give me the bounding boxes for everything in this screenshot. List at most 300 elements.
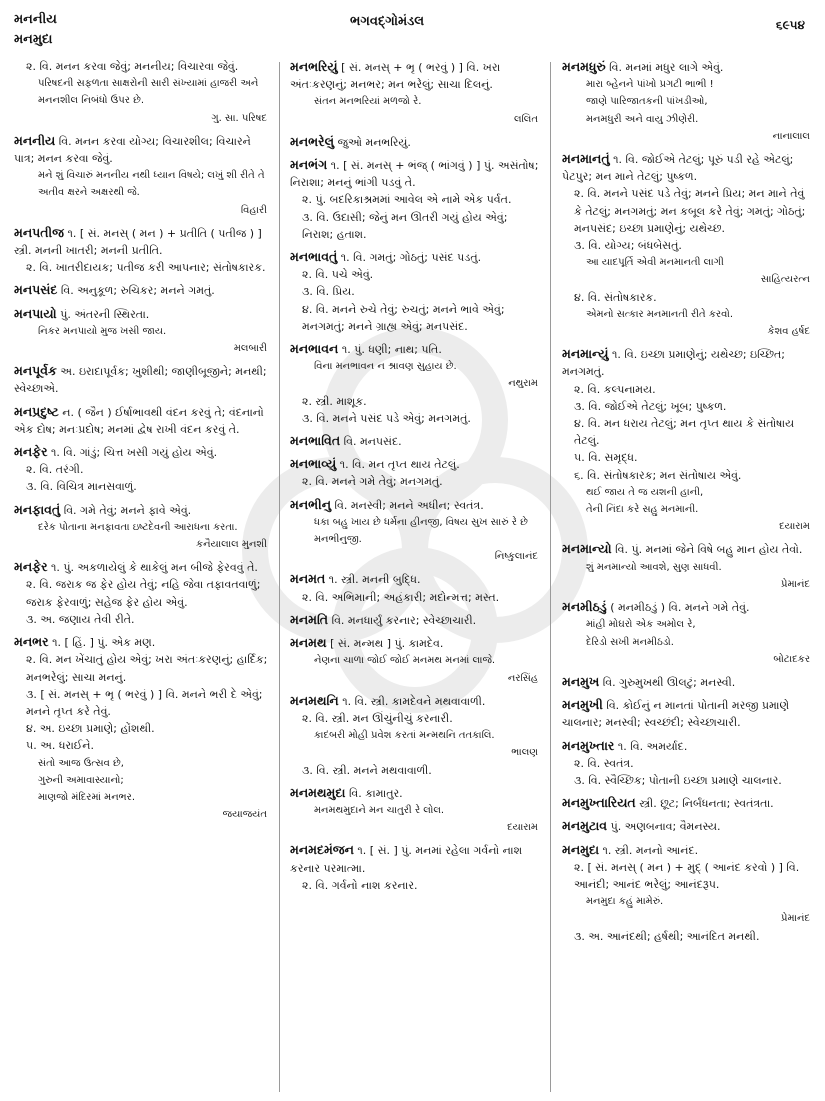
entry-line <box>290 570 540 588</box>
headword: મનપસંદ <box>14 282 58 298</box>
definition-text: વિ. પું. મનમાં જેને વિષે બહુ માન હોય તેવો. <box>615 543 803 557</box>
entry-line <box>14 110 269 127</box>
definition-text: ૩. [ સં. મનસ્ + ભૃ ( ભરવું ) ] વિ. મનને ભરી દે એવું; મનને તૃપ્ત કરે તેવું. <box>26 687 263 718</box>
guide-words <box>14 10 57 50</box>
headword: મનમુટાવ <box>562 818 608 834</box>
entry-line <box>14 132 269 167</box>
definition-text: ૧. વિ. સ્ત્રી. કામદેવને મથવાવાળી. <box>342 694 486 708</box>
citation-quote: તેની નિંદા કરે સહુ મનમાની. <box>586 504 699 516</box>
entry-line <box>290 514 540 548</box>
definition-text: ૨. [ સં. મનસ્ ( મન ) + મુદ્ ( આનંદ કરવો ) ] વિ. આનંદી; આનંદ ભરેલું; આનંદરૂપ. <box>574 860 800 891</box>
entry-line <box>562 673 812 691</box>
entry-line <box>290 393 540 410</box>
citation-quote: પરિષદની સફળતા સાક્ષરોની સારી સંખ્યામાં હાજરી અને મનનશીલ નિબંધો ઉપર છે. <box>38 78 259 107</box>
headword: મનભાવ્યું <box>290 456 337 472</box>
entry-line <box>14 403 269 438</box>
dictionary-entry <box>562 58 812 145</box>
column-divider <box>550 62 551 1092</box>
dictionary-entry <box>14 362 269 397</box>
definition-text: ( મનમીઠડું ) વિ. મનને ગમે તેવું. <box>610 601 750 615</box>
dictionary-entry <box>14 633 269 823</box>
entry-line <box>562 910 812 927</box>
headword: મનભંગ <box>290 157 328 173</box>
entry-line <box>14 737 269 754</box>
definition-text: ૩. વિ. યોગ્ય; બંધબેસતું. <box>574 239 682 253</box>
citation-quote: ગુરુની અમાવાસ્યાનો; <box>38 774 124 786</box>
entry-line <box>562 128 812 145</box>
definition-text: ૧. વિ. ગાંડું; ચિત્ત ખસી ગયું હોય એવું. <box>51 446 218 460</box>
definition-text: જુઓ મનભરિયું. <box>337 135 411 149</box>
entry-line <box>562 501 812 518</box>
entry-line <box>290 58 540 93</box>
headword: મનમત <box>290 571 326 587</box>
headword: મનપાયો <box>14 305 57 321</box>
entry-line <box>14 305 269 323</box>
definition-text: ૨. વિ. જરાક જ ફેર હોય તેવું; નહિ જેવા તફાવતવાળું; જરાક ફેરવાળું; સહેજ ફેર હોય એવું. <box>26 578 261 609</box>
entry-line <box>14 576 269 610</box>
entry-line <box>562 306 812 323</box>
headword: મનમુખ <box>562 673 600 689</box>
entry-line <box>562 928 812 945</box>
guide-word-last: મનમુદા <box>14 32 53 47</box>
entry-line <box>562 518 812 535</box>
dictionary-entry <box>290 611 540 629</box>
dictionary-entry <box>14 443 269 496</box>
entry-line <box>562 817 812 835</box>
entry-line <box>290 802 540 819</box>
dictionary-entry <box>290 58 540 128</box>
dictionary-entry <box>290 496 540 566</box>
citation-author: નાનાલાલ <box>772 130 810 142</box>
entry-line <box>290 410 540 427</box>
definition-text: [ સં. મન્મથ ] પું. કામદેવ. <box>330 637 444 651</box>
entry-line <box>290 248 540 266</box>
definition-text: ૩. અ. આનંદથી; હર્ષથી; આનંદિત મનથી. <box>574 929 760 943</box>
entry-line <box>290 93 540 110</box>
definition-text: ૧. સ્ત્રી. મનનો આનંદ. <box>602 843 699 857</box>
definition-text: ૩. વિ. સ્ત્રી. મનને મથવાવાળી. <box>302 763 432 777</box>
entry-line <box>562 254 812 271</box>
entry-line <box>14 501 269 519</box>
definition-text: ૨. વિ. અભિમાની; અહંકારી; મદોન્મત્ત; મસ્ત. <box>302 590 500 604</box>
page-header <box>0 0 825 58</box>
entry-line <box>290 340 540 358</box>
entry-line <box>562 484 812 501</box>
definition-text: ૨. વિ. ગર્વનો નાશ કરનાર. <box>302 878 418 892</box>
definition-text: ૩. વિ. પ્રિય. <box>302 285 355 299</box>
entry-line <box>14 443 269 461</box>
entry-line <box>14 340 269 357</box>
citation-quote: માંહી મોઘરો એક અમોલ રે, <box>586 619 696 631</box>
entry-line <box>14 633 269 651</box>
definition-text: વિ. મનમાં મધુર લાગે એવું. <box>609 61 724 74</box>
dictionary-entry <box>562 345 812 535</box>
dictionary-entry <box>14 224 269 277</box>
headword: મનમીઠડું <box>562 599 607 615</box>
citation-author: નથુરામ <box>508 378 538 390</box>
entry-line <box>14 755 269 772</box>
dictionary-entry <box>14 281 269 299</box>
entry-line <box>14 75 269 109</box>
definition-text: ૨. વિ. પચે એવું. <box>302 268 374 282</box>
column-2 <box>290 58 540 899</box>
citation-quote: એમનો સત્કાર મનમાનતી રીતે કરવો. <box>586 308 733 320</box>
citation-author: પ્રેમાનંદ <box>780 578 810 590</box>
entry-line <box>14 167 269 201</box>
definition-text: વિ. મનસ્વી; મનને અધીન; સ્વતંત્ર. <box>334 498 484 512</box>
entry-line <box>562 76 812 93</box>
dictionary-entry <box>14 305 269 358</box>
entry-line <box>290 841 540 876</box>
entry-line <box>14 478 269 495</box>
dictionary-entry <box>290 156 540 243</box>
citation-quote: મારા બ્હેનને પાંખો પ્રગટી ભાભી ! <box>586 79 714 91</box>
definition-text: વિ. કામાતુર. <box>348 786 403 800</box>
entry-line <box>14 519 269 536</box>
definition-text: સ્ત્રી. છૂટ; નિર્બંધનતા; સ્વતંત્રતા. <box>639 797 774 811</box>
definition-text: પું. અણબનાવ; વૈમનસ્ય. <box>610 820 721 834</box>
citation-author: જયાજયંત <box>222 809 267 821</box>
dictionary-entry <box>14 558 269 628</box>
entry-line <box>14 259 269 276</box>
entry-line <box>290 111 540 128</box>
headword: મનમાન્યો <box>562 541 612 557</box>
dictionary-entry <box>290 455 540 490</box>
entry-line <box>290 819 540 836</box>
citation-quote: મને શું વિચારું મનનીય નથી ધ્યાન વિષયે; લખું શી રીતે તે અતીવ ક્ષરને અક્ષરથી જે. <box>38 170 265 199</box>
definition-text: ૩. વિ. મનને પસંદ પડે એવું; મનગમતું. <box>302 411 471 425</box>
definition-text: ન. ( જૈન ) ઈર્ષાભાવથી વંદન કરવું તે; વંદનાનો એક દોષ; મનઃપ્રદોષ; મનમાં દ્વેષ રાખી વંદન કરવું તે. <box>14 405 264 436</box>
definition-text: ૪. વિ. મનને રુચે તેવું; રુચતું; મનને ભાવે એવું; મનગમતું; મનને ગ્રાહ્ય એવું; મનપસંદ. <box>302 302 505 333</box>
entry-line <box>562 559 812 576</box>
entry-line <box>14 281 269 299</box>
entry-line <box>290 670 540 687</box>
headword: મનભાવન <box>290 341 339 357</box>
definition-text: વિ. ગમે તેવું; મનને ફાવે એવું. <box>63 503 192 517</box>
headword: મનભાવતું <box>290 249 338 265</box>
entry-line <box>290 209 540 243</box>
headword: મનમુખ્તારિયત <box>562 795 636 811</box>
definition-text: વિ. મનપસંદ. <box>343 435 402 449</box>
definition-text: ૨. વિ. મનન કરવા જેવું; મનનીય; વિચારવા જેવું. <box>26 60 239 73</box>
dictionary-entry <box>290 692 540 779</box>
definition-text: ૫. વિ. સમૃદ્ધ. <box>574 451 638 465</box>
definition-text: ૧. વિ. અમર્યાદ. <box>617 739 688 753</box>
entry-line <box>290 589 540 606</box>
citation-author: દયારામ <box>507 822 538 834</box>
entry-line <box>562 467 812 484</box>
definition-text: ૧. [ સં. મનસ્ + ભંજ્ ( ભાંગવું ) ] પું. અસંતોષ; નિરાશા; મનનું ભાંગી પડવું તે. <box>290 159 539 190</box>
entry-line <box>562 381 812 398</box>
citation-author: કનૈયાલાલ મુનશી <box>196 539 267 551</box>
entry-line <box>290 877 540 894</box>
definition-text: ૨. વિ. સ્ત્રી. મન ઊંચુંનીચું કરનારી. <box>302 711 453 725</box>
definition-text: વિ. અનુકૂળ; રુચિકર; મનને ગમતું. <box>60 284 215 298</box>
definition-text: ૨. વિ. તરંગી. <box>26 463 84 477</box>
headword: મનમદમંજન <box>290 842 354 858</box>
headword: મનભાવિત <box>290 433 341 449</box>
dictionary-entry <box>562 150 812 340</box>
citation-author: મલબારી <box>233 343 267 355</box>
citation-author: વિહારી <box>240 204 267 216</box>
entry-line <box>14 536 269 553</box>
definition-text: ૨. વિ. ખાતરીદાયક; પતીજ કરી આપનાર; સંતોષકારક. <box>26 261 266 275</box>
definition-text: ૧. [ સં. મનસ્ ( મન ) + પ્રતીતિ ( પતીજ ) ] સ્ત્રી. મનની ખાતરી; મનની પ્રતીતિ. <box>14 226 262 258</box>
entry-line <box>562 634 812 651</box>
headword: મનપતીજ <box>14 224 64 240</box>
entry-line <box>562 794 812 812</box>
entry-line <box>14 224 269 259</box>
entry-line <box>562 323 812 340</box>
headword: મનફેર <box>14 559 48 575</box>
entry-line <box>14 202 269 219</box>
citation-quote: દેરિડો સખી મનમીઠડો. <box>586 636 674 648</box>
guide-word-first: મનનીય <box>14 12 57 27</box>
definition-text: ૧. વિ. ગમતું; ગોઠતું; પસંદ પડતું. <box>340 251 482 265</box>
entry-line <box>290 473 540 490</box>
entry-line <box>562 651 812 668</box>
dictionary-entry <box>290 133 540 151</box>
entry-line <box>14 686 269 720</box>
citation-author: ભાલણ <box>511 747 538 759</box>
entry-line <box>290 156 540 191</box>
definition-text: ૧. વિ. ઇચ્છા પ્રમાણેનું; યથેચ્છ; ઇચ્છિત; મનગમતું. <box>562 348 786 379</box>
citation-quote: શું મનમાન્યો આવશે, સુણ સાધવી. <box>586 561 722 573</box>
dictionary-entry <box>562 841 812 945</box>
definition-text: ૧. પું. ધણી; નાથ; પતિ. <box>341 343 442 357</box>
citation-quote: કાદંબરી મોહી પ્રવેશ કરતાં મન્મથનિ તતકાલિ. <box>314 730 495 742</box>
entry-line <box>562 237 812 254</box>
dictionary-entry <box>562 696 812 731</box>
definition-text: ૩. વિ. વિચિત્ર માનસવાળું. <box>26 480 137 494</box>
citation-author: નરસિંહ <box>507 672 538 684</box>
citation-quote: જાણે પારિજાતકની પાંખડીઓ, <box>586 96 708 108</box>
headword: મનમાનતું <box>562 151 610 167</box>
definition-text: ૧. પું. અકળાયેલું કે થાકેલું મન બીજે ફેરવવું તે. <box>51 561 258 575</box>
entry-line <box>14 323 269 340</box>
citation-quote: સંતો આજ ઉત્સવ છે, <box>38 757 124 769</box>
dictionary-entry <box>562 817 812 835</box>
dictionary-entry <box>562 737 812 790</box>
dictionary-entry <box>290 570 540 605</box>
definition-text: ૧. વિ. મન તૃપ્ત થાય તેટલું. <box>339 458 460 472</box>
dictionary-entry <box>562 794 812 812</box>
citation-author: પ્રેમાનંદ <box>780 913 810 925</box>
entry-line <box>290 727 540 744</box>
entry-line <box>14 558 269 576</box>
entry-line <box>562 598 812 616</box>
entry-line <box>562 111 812 128</box>
definition-text: વિ. ગુરુમુખથી ઊલટું; મનસ્વી. <box>602 675 736 689</box>
citation-author: સાહિત્યરત્ન <box>760 274 810 286</box>
headword: મનફાવતું <box>14 501 61 517</box>
entry-line <box>562 859 812 893</box>
definition-text: ૩. વિ. ઉદાસી; જેનું મન ઊતરી ગયું હોય એવું; નિરાશ; હતાશ. <box>302 210 508 241</box>
entry-line <box>562 772 812 789</box>
dictionary-entry <box>562 540 812 593</box>
definition-text: ૩. વિ. સ્વૈચ્છિક; પોતાની ઇચ્છા પ્રમાણે ચાલનાર. <box>574 773 782 787</box>
citation-author: દયારામ <box>779 521 810 533</box>
citation-quote: મનમુદા કહું મામેરું. <box>586 896 664 908</box>
headword: મનમુખ્તાર <box>562 737 615 753</box>
entry-line <box>562 755 812 772</box>
definition-text: વિ. કોઈનું ન માનતાં પોતાની મરજી પ્રમાણે ચાલનાર; મનસ્વી; સ્વચ્છંદી; સ્વેચ્છાચારી. <box>562 699 790 730</box>
headword: મનમધુરું <box>562 59 606 74</box>
dictionary-entry <box>14 132 269 219</box>
entry-line <box>290 358 540 375</box>
entry-line <box>562 150 812 185</box>
definition-text: [ સં. મનસ્ + ભૃ ( ભરવું ) ] વિ. ખરા અંતઃકરણનું; મનભર; મન ભરેલું; સાચા દિલનું. <box>290 61 501 92</box>
headword: મનમતિ <box>290 611 329 627</box>
citation-quote: વિના મનભાવન ન શ્રાવણ સુહાય છે. <box>314 361 457 373</box>
entry-line <box>290 455 540 473</box>
citation-quote: માણજો મંદિરમાં મનભર. <box>38 791 135 803</box>
definition-text: ૨. વિ. મન ખેંચાતું હોય એવું; ખરા અંતઃકરણનું; હાર્દિક; મનભરેલું; સાચા મનનું. <box>26 653 268 684</box>
headword: મનનીય <box>14 132 56 148</box>
entry-line <box>14 772 269 789</box>
definition-text: ૨. વિ. સ્વતંત્ર. <box>574 756 634 770</box>
entry-line <box>562 893 812 910</box>
dictionary-entry <box>290 432 540 450</box>
column-divider <box>279 62 280 1092</box>
entry-line <box>290 266 540 283</box>
entry-line <box>562 289 812 306</box>
entry-line <box>290 191 540 208</box>
dictionary-entry <box>290 340 540 427</box>
dictionary-entry <box>14 501 269 554</box>
column-3 <box>562 58 812 950</box>
definition-text: વિ. મનન કરવા યોગ્ય; વિચારશીલ; વિચારને પાત્ર; મનન કરવા જેવું. <box>14 134 251 166</box>
definition-text: ૧. [ સં. ] પું. મનમાં રહેલા ગર્વનો નાશ કરનાર પરમાત્મા. <box>290 844 523 875</box>
dictionary-entry <box>14 58 269 127</box>
entry-line <box>290 375 540 392</box>
citation-quote: મનમથમુદાને મન ચાતુરી રે લોલ. <box>314 804 445 816</box>
dictionary-entry <box>14 403 269 438</box>
entry-line <box>290 634 540 652</box>
citation-quote: આ યાદપૂર્તિ એવી મનમાનતી લાગી <box>586 257 724 269</box>
headword: મનમાન્યું <box>562 346 609 362</box>
entry-line <box>562 93 812 110</box>
citation-author: લલિત <box>513 113 538 125</box>
entry-line <box>290 744 540 761</box>
headword: મનભર <box>14 634 49 650</box>
entry-line <box>14 58 269 75</box>
definition-text: ૩. વિ. જોઈએ તેટલું; ખૂબ; પુષ્કળ. <box>574 399 727 413</box>
entry-line <box>290 432 540 450</box>
dictionary-entry <box>290 784 540 837</box>
entry-line <box>562 345 812 380</box>
entry-line <box>290 784 540 802</box>
running-title: ભગવદ્ગોમંડલ <box>350 14 425 29</box>
entry-line <box>14 362 269 397</box>
definition-text: ૨. સ્ત્રી. માશૂક. <box>302 394 367 408</box>
entry-line <box>562 540 812 558</box>
entry-line <box>562 271 812 288</box>
citation-author: કેશવ હર્ષદ <box>767 326 810 338</box>
dictionary-entry <box>562 673 812 691</box>
citation-quote: નેણના ચાળા જોઈ જોઈ મનમથ મનમાં લાજે. <box>314 655 496 667</box>
definition-text: ૪. વિ. સંતોષકારક. <box>574 290 657 304</box>
headword: મનમથ <box>290 635 327 651</box>
definition-text: પું. અંતરની સ્થિરતા. <box>60 307 150 321</box>
entry-line <box>562 398 812 415</box>
entry-line <box>290 133 540 151</box>
citation-quote: સંતન મનભરિયાં મળજો રે. <box>314 96 422 108</box>
entry-line <box>290 283 540 300</box>
column-1 <box>14 58 269 828</box>
definition-text: ૧. સ્ત્રી. મનની બુદ્ધિ. <box>328 573 421 587</box>
dictionary-entry <box>290 248 540 335</box>
headword: મનમથનિ <box>290 692 339 708</box>
entry-line <box>14 461 269 478</box>
entry-line <box>14 651 269 685</box>
entry-line <box>290 710 540 727</box>
definition-text: ૧. વિ. જોઈએ તેટલું; પૂરું પડી રહે એટલું; પેટપુર; મન માને તેટલું; પુષ્કળ. <box>562 153 794 184</box>
dictionary-entry <box>562 598 812 668</box>
entry-line <box>290 611 540 629</box>
entry-line <box>290 692 540 710</box>
entry-line <box>290 301 540 335</box>
entry-line <box>562 415 812 449</box>
citation-quote: ધકા બહુ ખાય છે ધર્મના હીનજી, વિષય સુખ સારું રે છે મનભીનુજી. <box>314 516 528 546</box>
definition-text: ૧. [ હિં. ] પું. એક મણ. <box>52 636 156 650</box>
headword: મનભરેલું <box>290 133 335 149</box>
definition-text: ૨. પું. બદરિકાશ્રમમાં આવેલ એ નામે એક પર્વત. <box>302 193 512 207</box>
citation-quote: મનમધુરી અને વાયુ ઝીણેરી. <box>586 113 699 125</box>
headword: મનમથમુદા <box>290 784 346 800</box>
citation-quote: દરેક પોતાના મનફાવતા ઇષ્ટદેવની આરાધના કરતા. <box>38 521 238 533</box>
entry-line <box>290 496 540 514</box>
entry-line <box>562 737 812 755</box>
definition-text: ૪. અ. ઇચ્છા પ્રમાણે; હોંશથી. <box>26 722 155 736</box>
entry-line <box>562 841 812 859</box>
entry-line <box>562 576 812 593</box>
definition-text: ૬. વિ. સંતોષકારક; મન સંતોષાય એવું. <box>574 468 742 482</box>
dictionary-entry <box>290 841 540 894</box>
headword: મનફેર <box>14 444 48 460</box>
definition-text: અ. ઇરાદાપૂર્વક; ખુશીથી; જાણીબૂજીને; મનથી; સ્વેચ્છાએ. <box>14 365 267 396</box>
entry-line <box>290 548 540 565</box>
citation-author: નિષ્કુલાનંદ <box>494 551 538 563</box>
entry-line <box>562 616 812 633</box>
entry-line <box>14 720 269 737</box>
entry-line <box>562 185 812 237</box>
headword: મનમુખી <box>562 697 603 713</box>
headword: મનપૂર્વક <box>14 363 57 379</box>
entry-line <box>14 806 269 823</box>
entry-line <box>562 58 812 76</box>
headword: મનભીનુ <box>290 496 332 512</box>
entry-line <box>290 762 540 779</box>
entry-line <box>14 611 269 628</box>
definition-text: ૩. અ. જણાય તેવી રીતે. <box>26 612 135 626</box>
definition-text: વિ. મનધાર્યું કરનાર; સ્વેચ્છાચારી. <box>331 613 477 627</box>
headword: મનપ્રદુષ્ટ <box>14 403 59 419</box>
entry-line <box>562 696 812 731</box>
entry-line <box>562 449 812 466</box>
headword: મનમુદા <box>562 841 600 857</box>
definition-text: ૫. અ. ધરાઈને. <box>26 739 94 753</box>
citation-author: બોટાદકર <box>773 653 810 665</box>
citation-author: ગુ. સા. પરિષદ <box>211 112 267 124</box>
page-number: ૬૯૫૪ <box>775 18 805 32</box>
citation-quote: થઈ જાય તે જ યશની હાની, <box>586 486 704 498</box>
definition-text: ૨. વિ. મનને ગમે તેવું; મનગમતું. <box>302 475 443 489</box>
entry-line <box>290 652 540 669</box>
headword: મનભરિયું <box>290 59 338 74</box>
citation-quote: નિકર મનપાયો મુજ ખસી જાય. <box>38 325 167 337</box>
definition-text: ૨. વિ. કલ્પનામય. <box>574 382 656 396</box>
